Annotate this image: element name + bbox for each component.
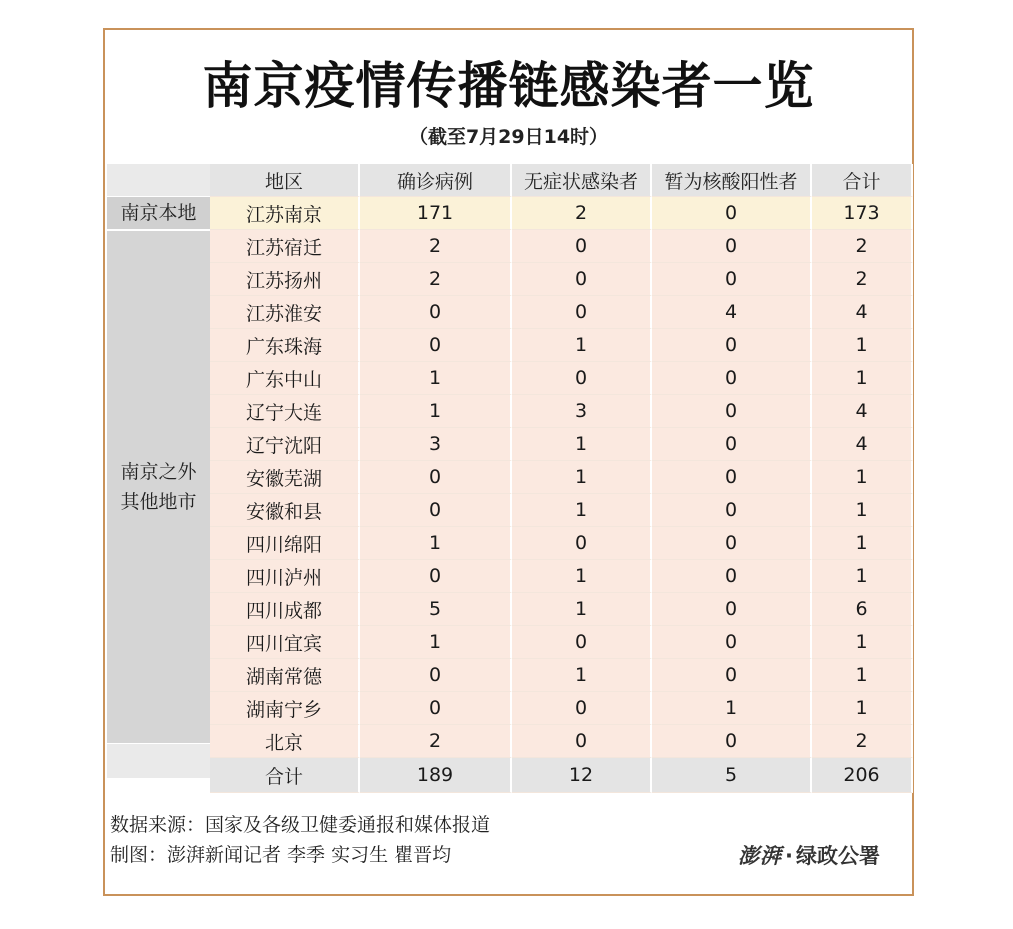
- cell-confirmed: 1: [360, 395, 512, 428]
- cell-region: 江苏南京: [210, 197, 360, 230]
- cell-region: 四川成都: [210, 593, 360, 626]
- header-total: 合计: [812, 164, 913, 197]
- cell-confirmed: 0: [360, 296, 512, 329]
- cell-positive: 0: [652, 362, 812, 395]
- cell-positive: 4: [652, 296, 812, 329]
- cell-positive: 0: [652, 461, 812, 494]
- cell-confirmed: 171: [360, 197, 512, 230]
- cell-confirmed: 2: [360, 263, 512, 296]
- cell-total: 2: [812, 725, 913, 758]
- table-row: [210, 560, 913, 593]
- cell-confirmed: 2: [360, 230, 512, 263]
- cell-asymptomatic: 0: [512, 527, 652, 560]
- cell-positive: 0: [652, 263, 812, 296]
- cell-region: 湖南常德: [210, 659, 360, 692]
- cell-positive: 0: [652, 395, 812, 428]
- cell-confirmed: 2: [360, 725, 512, 758]
- cell-confirmed: 5: [360, 593, 512, 626]
- cell-positive: 1: [652, 692, 812, 725]
- cell-region: 湖南宁乡: [210, 692, 360, 725]
- table-row: [210, 527, 913, 560]
- table-row: [210, 362, 913, 395]
- cell-region: 安徽芜湖: [210, 461, 360, 494]
- table-row: [210, 494, 913, 527]
- cell-confirmed: 1: [360, 362, 512, 395]
- cell-region: 广东中山: [210, 362, 360, 395]
- table-body: [210, 197, 913, 793]
- total-cell-asymptomatic: 12: [512, 758, 652, 793]
- cell-total: 1: [812, 560, 913, 593]
- table-row: [210, 263, 913, 296]
- cell-asymptomatic: 0: [512, 230, 652, 263]
- table-row: [210, 329, 913, 362]
- cell-total: 1: [812, 659, 913, 692]
- cell-asymptomatic: 2: [512, 197, 652, 230]
- table-row: [210, 296, 913, 329]
- total-cell-confirmed: 189: [360, 758, 512, 793]
- infographic-frame: [103, 28, 914, 896]
- page-title: 南京疫情传播链感染者一览: [202, 57, 815, 115]
- cell-asymptomatic: 0: [512, 362, 652, 395]
- header-region: 地区: [210, 164, 360, 197]
- cell-total: 4: [812, 395, 913, 428]
- cell-confirmed: 0: [360, 692, 512, 725]
- cell-total: 6: [812, 593, 913, 626]
- total-cell-region: 合计: [210, 758, 360, 793]
- cell-positive: 0: [652, 494, 812, 527]
- cell-asymptomatic: 0: [512, 692, 652, 725]
- brand-name: 澎湃: [738, 843, 783, 868]
- cell-asymptomatic: 1: [512, 659, 652, 692]
- cell-asymptomatic: 1: [512, 560, 652, 593]
- total-cell-positive: 5: [652, 758, 812, 793]
- cell-asymptomatic: 1: [512, 593, 652, 626]
- cell-positive: 0: [652, 725, 812, 758]
- table-row: [210, 395, 913, 428]
- header-asymptomatic: 无症状感染者: [512, 164, 652, 197]
- cell-positive: 0: [652, 659, 812, 692]
- cell-total: 1: [812, 692, 913, 725]
- footer: [110, 810, 490, 870]
- cell-asymptomatic: 3: [512, 395, 652, 428]
- brand-channel: 绿政公署: [796, 844, 880, 868]
- cell-asymptomatic: 1: [512, 461, 652, 494]
- table-row: [210, 593, 913, 626]
- cell-region: 安徽和县: [210, 494, 360, 527]
- cell-positive: 0: [652, 560, 812, 593]
- table-row: [210, 626, 913, 659]
- cell-positive: 0: [652, 428, 812, 461]
- table-row: [210, 230, 913, 263]
- cell-region: 广东珠海: [210, 329, 360, 362]
- cell-total: 2: [812, 230, 913, 263]
- cell-region: 四川绵阳: [210, 527, 360, 560]
- cell-positive: 0: [652, 527, 812, 560]
- cell-asymptomatic: 1: [512, 428, 652, 461]
- cell-region: 辽宁大连: [210, 395, 360, 428]
- table-header-row: [210, 164, 913, 197]
- cell-region: 四川泸州: [210, 560, 360, 593]
- table-row: [210, 692, 913, 725]
- table-row: [210, 659, 913, 692]
- cell-region: 四川宜宾: [210, 626, 360, 659]
- cell-asymptomatic: 0: [512, 725, 652, 758]
- group-header-blank: [107, 164, 210, 196]
- cell-asymptomatic: 0: [512, 263, 652, 296]
- chart-credit: 制图：澎湃新闻记者 李季 实习生 瞿晋均: [110, 844, 452, 866]
- cell-positive: 0: [652, 197, 812, 230]
- cell-confirmed: 0: [360, 659, 512, 692]
- cell-total: 1: [812, 329, 913, 362]
- cell-total: 4: [812, 428, 913, 461]
- cell-region: 江苏淮安: [210, 296, 360, 329]
- group-total-blank: [107, 744, 210, 778]
- cell-region: 江苏宿迁: [210, 230, 360, 263]
- brand-logo: [738, 840, 880, 870]
- cell-positive: 0: [652, 626, 812, 659]
- table-total-row: [210, 758, 913, 793]
- infection-table: [210, 164, 913, 793]
- cell-confirmed: 0: [360, 329, 512, 362]
- header-confirmed: 确诊病例: [360, 164, 512, 197]
- group-label-other: [107, 231, 210, 743]
- cell-total: 4: [812, 296, 913, 329]
- cell-region: 北京: [210, 725, 360, 758]
- cell-confirmed: 1: [360, 527, 512, 560]
- cell-total: 1: [812, 527, 913, 560]
- group-label-local: 南京本地: [107, 197, 210, 229]
- cell-positive: 0: [652, 593, 812, 626]
- table-row: [210, 428, 913, 461]
- cell-asymptomatic: 1: [512, 494, 652, 527]
- cell-total: 1: [812, 494, 913, 527]
- cell-asymptomatic: 0: [512, 626, 652, 659]
- cell-confirmed: 0: [360, 494, 512, 527]
- table-row: [210, 725, 913, 758]
- table-row: [210, 461, 913, 494]
- cell-total: 1: [812, 362, 913, 395]
- cell-confirmed: 1: [360, 626, 512, 659]
- header-positive: 暂为核酸阳性者: [652, 164, 812, 197]
- brand-separator: ·: [785, 844, 793, 868]
- cell-region: 辽宁沈阳: [210, 428, 360, 461]
- page-subtitle: （截至7月29日14时）: [408, 126, 609, 148]
- table-row: [210, 197, 913, 230]
- cell-total: 1: [812, 626, 913, 659]
- cell-asymptomatic: 1: [512, 329, 652, 362]
- total-cell-total: 206: [812, 758, 913, 793]
- cell-positive: 0: [652, 230, 812, 263]
- cell-confirmed: 3: [360, 428, 512, 461]
- cell-confirmed: 0: [360, 461, 512, 494]
- cell-confirmed: 0: [360, 560, 512, 593]
- data-source: 数据来源：国家及各级卫健委通报和媒体报道: [110, 814, 491, 836]
- cell-total: 1: [812, 461, 913, 494]
- group-label-other-text: 南京之外其他地市: [120, 461, 197, 513]
- cell-total: 173: [812, 197, 913, 230]
- cell-positive: 0: [652, 329, 812, 362]
- cell-region: 江苏扬州: [210, 263, 360, 296]
- cell-asymptomatic: 0: [512, 296, 652, 329]
- cell-total: 2: [812, 263, 913, 296]
